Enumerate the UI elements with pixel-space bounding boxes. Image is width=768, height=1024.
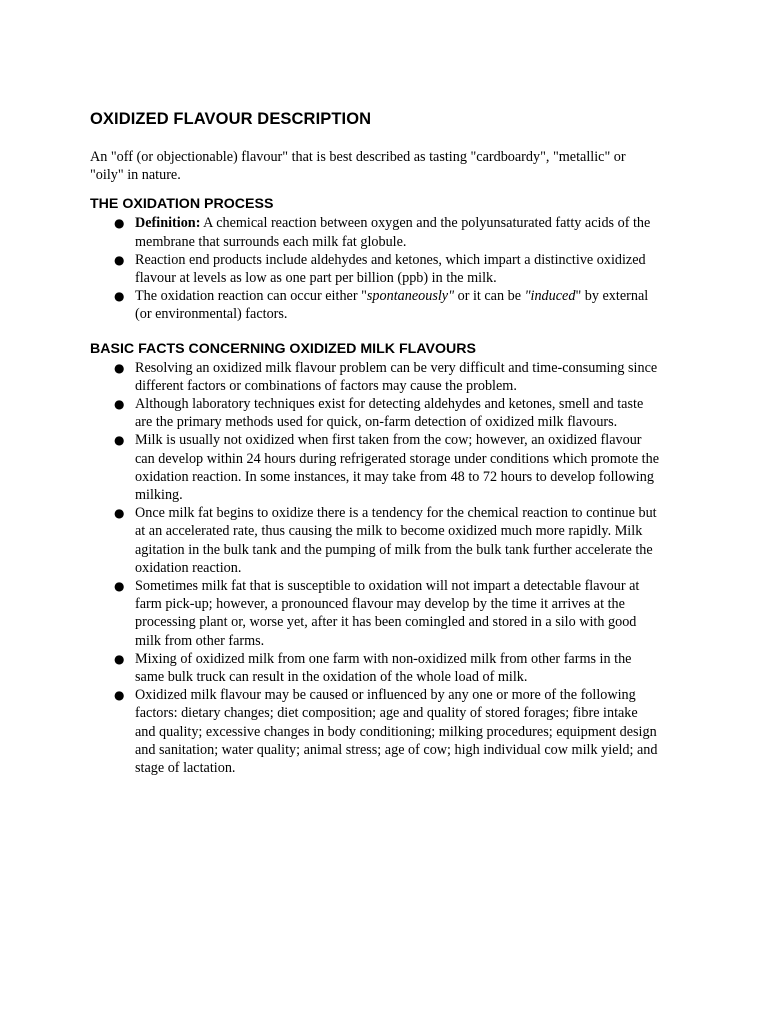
list-item bbox=[90, 686, 660, 777]
bullet-icon: ● bbox=[114, 688, 125, 703]
list-item bbox=[90, 214, 660, 250]
oxidation-process-list bbox=[90, 214, 660, 323]
list-item-text: Milk is usually not oxidized when first taken from the cow; however, an oxidized flavour can develop within 24 hours during refrigerated storage under conditions which promote the oxidation reaction. In some instances, it may take from 48 to 72 hours to develop following milking. bbox=[135, 432, 660, 504]
bullet-icon: ● bbox=[114, 252, 125, 267]
list-item-text: Mixing of oxidized milk from one farm with non-oxidized milk from other farms in the same bulk truck can result in the oxidation of the whole load of milk. bbox=[135, 650, 632, 686]
list-item-text-after: " by external (or environmental) factors. bbox=[135, 288, 649, 323]
list-item bbox=[90, 287, 660, 323]
list-item-text: Once milk fat begins to oxidize there is a tendency for the chemical reaction to continue but at an accelerated rate, thus causing the milk to become oxidized much more rapidly. Milk agitation in the bulk tank and the pumping of milk from the bulk tank further accelerate the oxidation reaction. bbox=[135, 505, 657, 576]
section-heading-oxidation-process: THE OXIDATION PROCESS bbox=[90, 196, 274, 213]
definition-text: A chemical reaction between oxygen and the polyunsaturated fatty acids of the membrane that surrounds each milk fat globule. bbox=[135, 215, 651, 250]
bullet-icon: ● bbox=[114, 651, 125, 666]
bullet-icon: ● bbox=[114, 433, 125, 448]
bullet-icon: ● bbox=[114, 360, 125, 375]
document-body bbox=[90, 110, 660, 777]
list-item-text: Although laboratory techniques exist for detecting aldehydes and ketones, smell and taste are the primary methods used for quick, on-farm detection of oxidized milk flavours. bbox=[135, 396, 644, 431]
list-item bbox=[90, 504, 660, 577]
intro-paragraph: An "off (or objectionable) flavour" that is best described as tasting "cardboardy", "metallic" or "oily" in nature. bbox=[90, 149, 626, 184]
list-item bbox=[90, 577, 660, 650]
section-heading-basic-facts: BASIC FACTS CONCERNING OXIDIZED MILK FLAVOURS bbox=[90, 340, 476, 357]
bullet-icon: ● bbox=[114, 216, 125, 231]
list-item-text-before: The oxidation reaction can occur either " bbox=[135, 288, 367, 305]
spontaneously-emphasis: spontaneously" bbox=[366, 288, 455, 305]
list-item bbox=[90, 431, 660, 504]
list-item-text: Sometimes milk fat that is susceptible to oxidation will not impart a detectable flavour at farm pick-up; however, a pronounced flavour may develop by the time it arrives at the processing plant or, worse yet, after it has been comingled and stored in a silo with good milk from other farms. bbox=[135, 578, 640, 649]
definition-term: Definition: bbox=[135, 215, 201, 232]
basic-facts-list bbox=[90, 359, 660, 778]
bullet-icon: ● bbox=[114, 397, 125, 412]
list-item-text: Reaction end products include aldehydes and ketones, which impart a distinctive oxidized flavour at levels as low as one part per billion (ppb) in the milk. bbox=[135, 251, 646, 287]
list-item-text: Resolving an oxidized milk flavour problem can be very difficult and time-consuming since different factors or combinations of factors may cause the problem. bbox=[135, 359, 658, 394]
list-item bbox=[90, 395, 660, 431]
page-title: OXIDIZED FLAVOUR DESCRIPTION bbox=[90, 110, 372, 128]
bullet-icon: ● bbox=[114, 579, 125, 594]
induced-emphasis: "induced bbox=[524, 288, 576, 305]
bullet-icon: ● bbox=[114, 506, 125, 521]
list-item bbox=[90, 359, 660, 395]
list-item-text-middle: or it can be bbox=[454, 288, 525, 305]
list-item-text: Oxidized milk flavour may be caused or influenced by any one or more of the following factors: dietary changes; diet composition; age and quality of stored forages; fibre intake and quality; excessive changes in body conditioning; milking procedures; equipment design and sanitation; water quality; animal stress; age of cow; high individual cow milk yield; and stage of lactation. bbox=[135, 687, 658, 777]
list-item bbox=[90, 650, 660, 686]
list-item bbox=[90, 251, 660, 287]
bullet-icon: ● bbox=[114, 289, 125, 304]
